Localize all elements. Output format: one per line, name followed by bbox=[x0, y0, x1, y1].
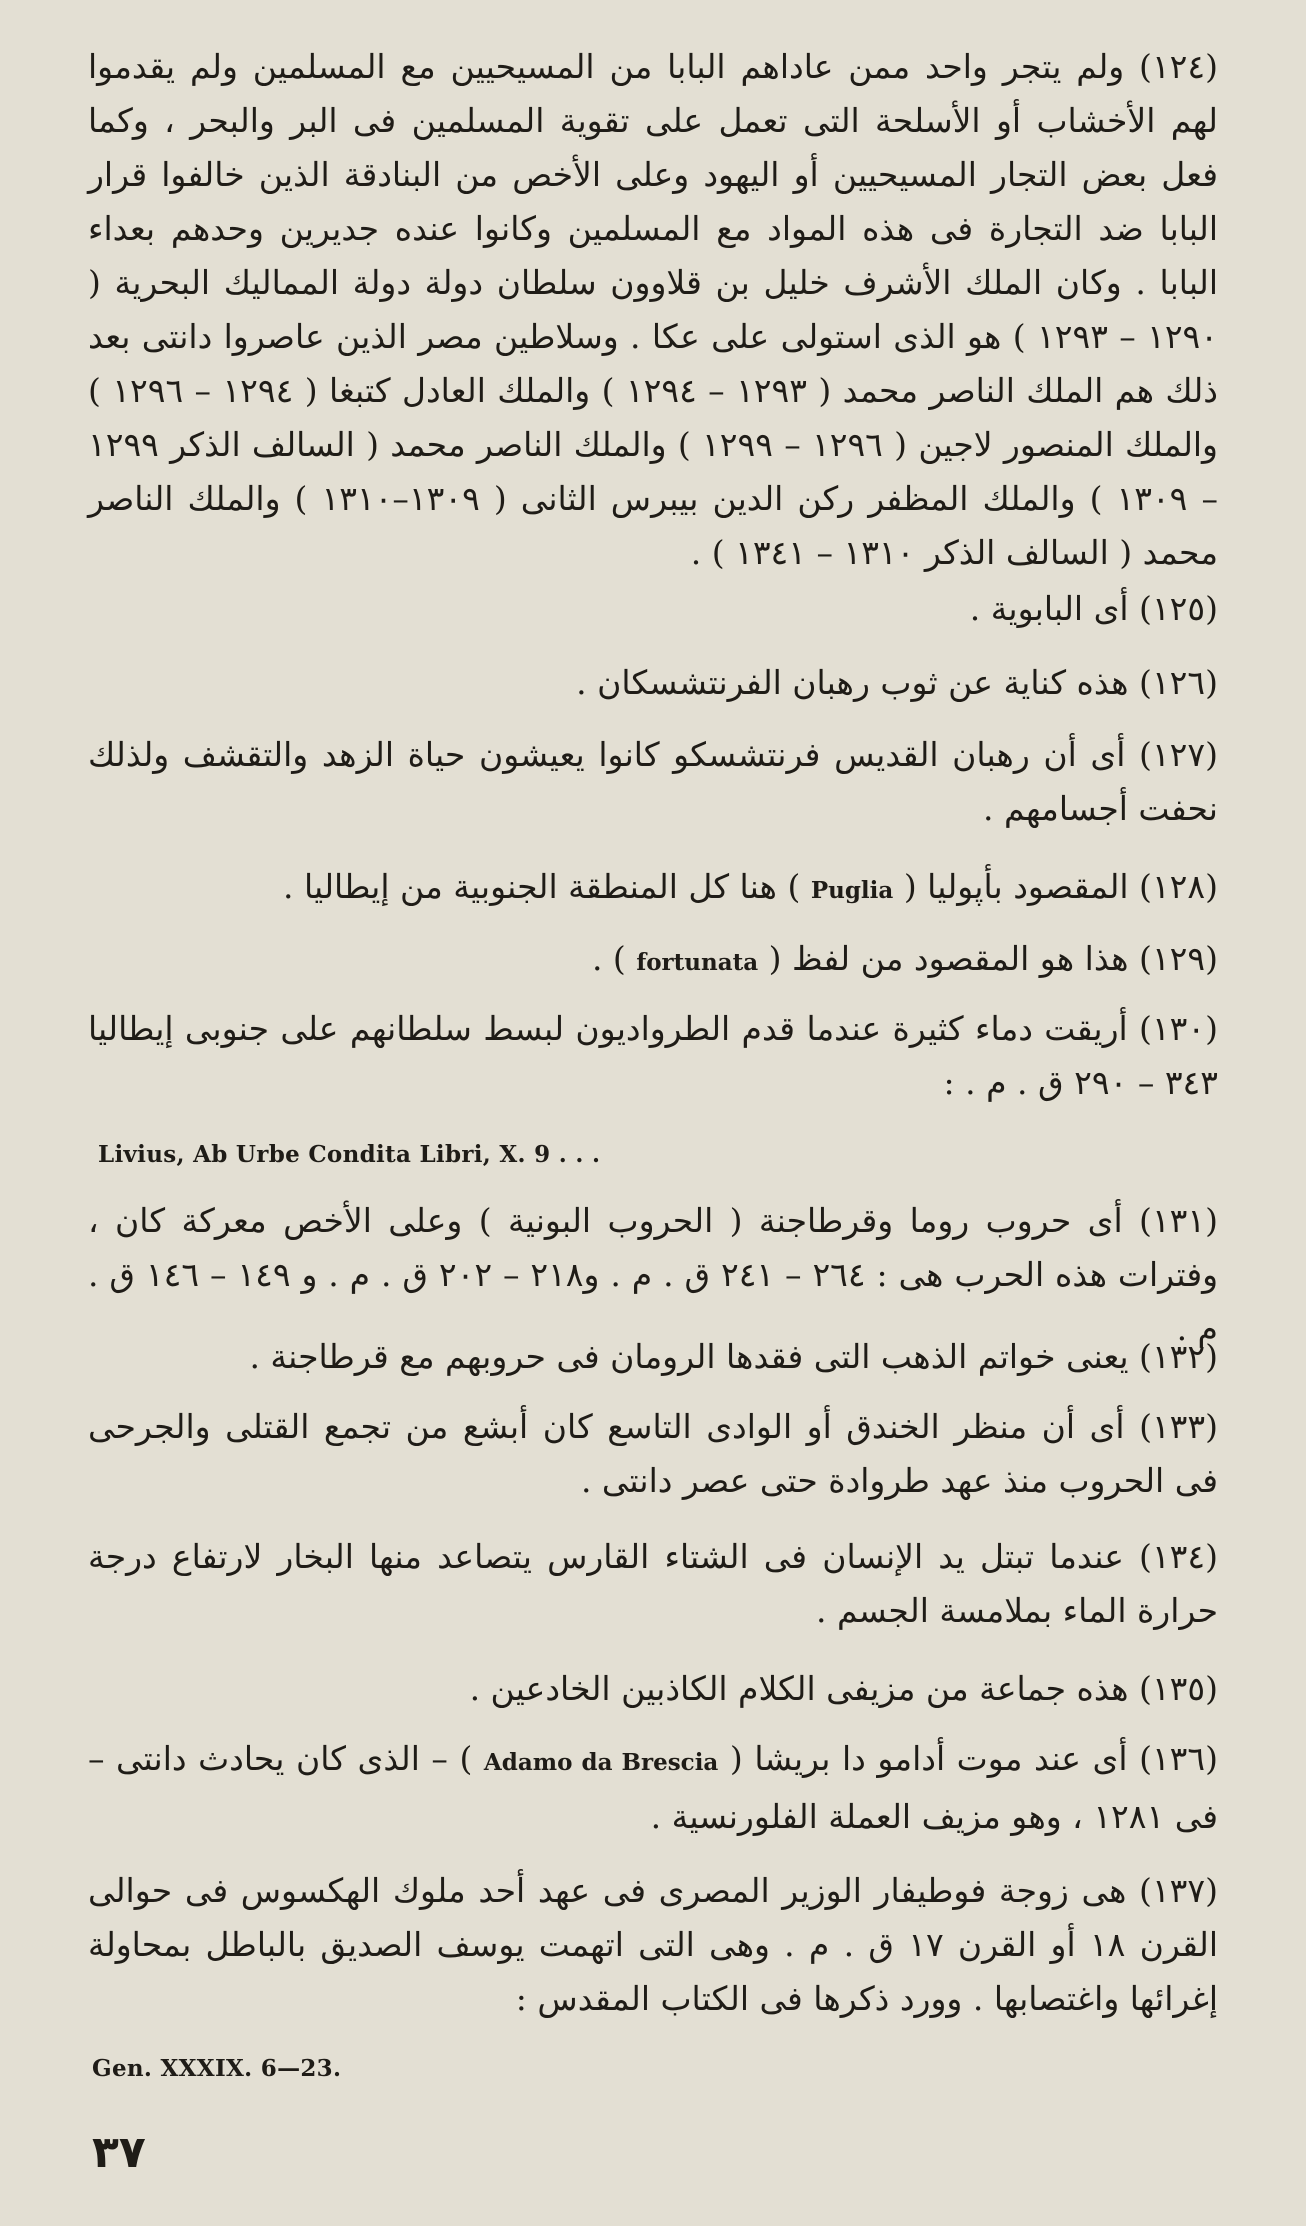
footnote-129-text-end: ) . bbox=[591, 939, 626, 978]
page-number: ٣٧ bbox=[92, 2127, 146, 2178]
footnote-129-latin-term: fortunata bbox=[636, 949, 759, 976]
footnote-135-text: (١٣٥) هذه جماعة من مزيفى الكلام الكاذبين الخادعين . bbox=[469, 1669, 1218, 1708]
footnote-127-text: (١٢٧) أى أن رهبان القديس فرنتشسكو كانوا يعيشون حياة الزهد والتقشف ولذلك نحفت أجسامهم . bbox=[88, 735, 1218, 828]
footnote-129 bbox=[88, 932, 1218, 990]
footnote-136 bbox=[88, 1732, 1218, 1844]
reference-genesis: Gen. XXXIX. 6—23. bbox=[92, 2055, 342, 2082]
footnote-133 bbox=[88, 1400, 1218, 1508]
footnote-133-text: (١٣٣) أى أن منظر الخندق أو الوادى التاسع كان أبشع من تجمع القتلى والجرحى فى الحروب منذ عهد طروادة حتى عصر دانتى . bbox=[88, 1407, 1218, 1500]
footnote-137 bbox=[88, 1864, 1218, 2026]
footnote-128-latin-term: Puglia bbox=[810, 877, 894, 904]
footnote-134-text: (١٣٤) عندما تبتل يد الإنسان فى الشتاء القارس يتصاعد منها البخار لارتفاع درجة حرارة الماء بملامسة الجسم . bbox=[88, 1537, 1218, 1630]
footnote-128 bbox=[88, 860, 1218, 918]
footnote-136-latin-term: Adamo da Brescia bbox=[483, 1749, 719, 1776]
footnote-128-text-end: ) هنا كل المنطقة الجنوبية من إيطاليا . bbox=[282, 867, 801, 906]
footnote-129-text-start: (١٢٩) هذا هو المقصود من لفظ ( bbox=[768, 939, 1218, 978]
footnote-136-text-start: (١٣٦) أى عند موت أدامو دا بريشا ( bbox=[729, 1739, 1219, 1778]
footnote-126 bbox=[88, 656, 1218, 710]
footnote-130-text: (١٣٠) أريقت دماء كثيرة عندما قدم الطرواديون لبسط سلطانهم على جنوبى إيطاليا ٣٤٣ – ٢٩٠ ق . م . : bbox=[88, 1009, 1218, 1102]
footnote-126-text: (١٢٦) هذه كناية عن ثوب رهبان الفرنتشسكان . bbox=[576, 663, 1218, 702]
footnote-132 bbox=[88, 1330, 1218, 1384]
footnote-136-text-end: ) – الذى كان يحادث دانتى – فى ١٢٨١ ، وهو مزيف العملة الفلورنسية . bbox=[88, 1739, 1218, 1836]
footnote-124-text: (١٢٤) ولم يتجر واحد ممن عاداهم البابا من المسيحيين مع المسلمين ولم يقدموا لهم الأخشاب أو الأسلحة التى تعمل على تقوية المسلمين فى البر والبحر ، وكما فعل بعض التجار المسيحيين أو اليهود وعلى الأخص من البنادقة الذين خالفوا قرار البابا ضد التجارة فى هذه المواد مع المسلمين وكانوا عنده جديرين وحدهم بعداء البابا . وكان الملك الأشرف خليل بن قلاوون سلطان دولة دولة المماليك البحرية ( ١٢٩٠ – ١٢٩٣ ) هو الذى استولى على عكا . وسلاطين مصر الذين عاصروا دانتى بعد ذلك هم الملك الناصر محمد ( ١٢٩٣ – ١٢٩٤ ) والملك العادل كتبغا ( ١٢٩٤ – ١٢٩٦ ) والملك المنصور لاجين ( ١٢٩٦ – ١٢٩٩ ) والملك الناصر محمد ( السالف الذكر ١٢٩٩ – ١٣٠٩ ) والملك المظفر ركن الدين بيبرس الثانى ( ١٣٠٩–١٣١٠ ) والملك الناصر محمد ( السالف الذكر ١٣١٠ – ١٣٤١ ) . bbox=[88, 47, 1218, 572]
footnote-135 bbox=[88, 1662, 1218, 1716]
footnote-124 bbox=[88, 40, 1218, 580]
footnote-127 bbox=[88, 728, 1218, 836]
footnote-128-text-start: (١٢٨) المقصود بأپوليا ( bbox=[903, 867, 1218, 906]
footnote-130 bbox=[88, 1002, 1218, 1110]
footnote-132-text: (١٣٢) يعنى خواتم الذهب التى فقدها الرومان فى حروبهم مع قرطاجنة . bbox=[249, 1337, 1218, 1376]
footnote-137-text: (١٣٧) هى زوجة فوطيفار الوزير المصرى فى عهد أحد ملوك الهكسوس فى حوالى القرن ١٨ أو القرن ١٧ ق . م . وهى التى اتهمت يوسف الصديق بالباطل بمحاولة إغرائها واغتصابها . وورد ذكرها فى الكتاب المقدس : bbox=[88, 1871, 1218, 2018]
footnote-125-text: (١٢٥) أى البابوية . bbox=[969, 589, 1218, 628]
footnote-125 bbox=[88, 582, 1218, 636]
footnote-134 bbox=[88, 1530, 1218, 1638]
footnote-131-text: (١٣١) أى حروب روما وقرطاجنة ( الحروب البونية ) وعلى الأخص معركة كان ، وفترات هذه الحرب هى : ٢٦٤ – ٢٤١ ق . م . و٢١٨ – ٢٠٢ ق . م . و ١٤٩ – ١٤٦ ق . م . bbox=[88, 1201, 1219, 1348]
reference-livius: Livius, Ab Urbe Condita Libri, X. 9 . . . bbox=[98, 1141, 601, 1168]
